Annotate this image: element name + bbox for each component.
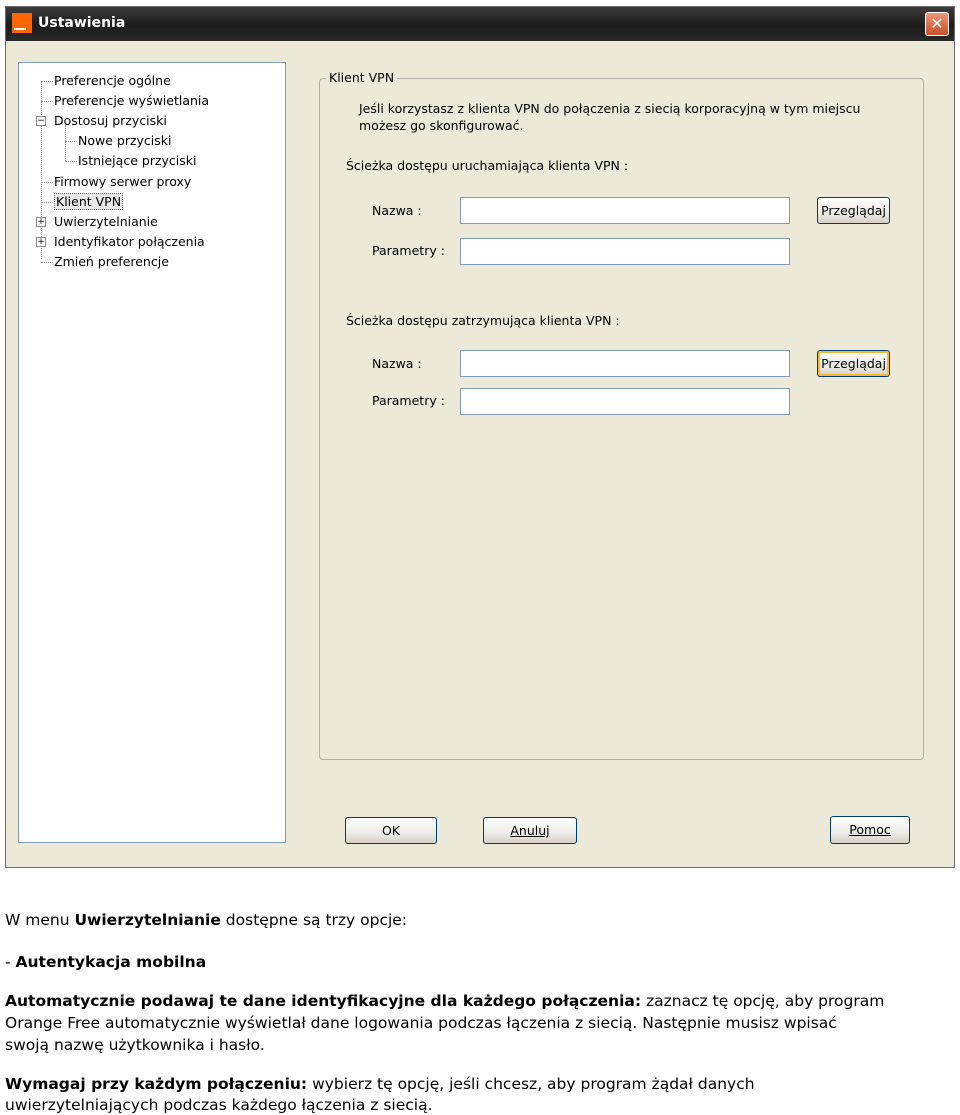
start-params-label: Parametry : bbox=[372, 243, 445, 258]
tree-item-dostosuj-przyciski[interactable] bbox=[54, 113, 167, 128]
settings-tree[interactable] bbox=[18, 62, 286, 843]
collapse-icon[interactable]: − bbox=[37, 116, 45, 126]
vpn-description-line2: możesz go skonfigurować. bbox=[359, 118, 524, 133]
tree-item-label: Dostosuj przyciski bbox=[54, 113, 167, 128]
tree-item-label: Uwierzytelnianie bbox=[54, 214, 158, 229]
stop-params-input[interactable] bbox=[460, 388, 790, 415]
stop-name-input[interactable] bbox=[460, 350, 790, 377]
stop-browse-button[interactable]: Przeglądaj bbox=[817, 350, 890, 377]
vpn-groupbox-legend: Klient VPN bbox=[326, 70, 397, 85]
doc-paragraph-auto-line1 bbox=[5, 992, 884, 1010]
start-browse-button[interactable]: Przeglądaj bbox=[817, 197, 890, 224]
tree-connector bbox=[65, 161, 77, 162]
doc-text: zaznacz tę opcję, aby program bbox=[641, 992, 885, 1010]
doc-bold-text: Automatycznie podawaj te dane identyfikacyjne dla każdego połączenia: bbox=[5, 992, 642, 1010]
start-path-heading: Ścieżka dostępu uruchamiająca klienta VPN : bbox=[346, 158, 629, 173]
tree-item-label: Zmień preferencje bbox=[54, 254, 169, 269]
doc-paragraph-auto-line3: swoją nazwę użytkownika i hasło. bbox=[5, 1036, 265, 1054]
doc-text: W menu bbox=[5, 911, 75, 929]
tree-connector bbox=[41, 262, 53, 263]
tree-connector bbox=[41, 81, 53, 82]
stop-name-label: Nazwa : bbox=[372, 356, 422, 371]
orange-logo-icon bbox=[12, 13, 32, 33]
tree-connector bbox=[65, 141, 77, 142]
doc-paragraph-menu bbox=[5, 911, 407, 929]
tree-connector bbox=[41, 81, 42, 259]
window-title: Ustawienia bbox=[38, 15, 126, 31]
tree-item-zmien-preferencje[interactable] bbox=[54, 254, 169, 269]
close-button[interactable]: ✕ bbox=[925, 12, 949, 36]
tree-connector bbox=[41, 202, 53, 203]
doc-option-heading bbox=[5, 953, 206, 971]
tree-item-label: Preferencje wyświetlania bbox=[54, 93, 210, 108]
help-button[interactable]: Pomoc bbox=[830, 816, 910, 844]
doc-text: wybierz tę opcję, jeśli chcesz, aby program żądał danych bbox=[307, 1075, 755, 1093]
tree-item-identyfikator-polaczenia[interactable] bbox=[54, 234, 205, 249]
doc-paragraph-auto-line2: Orange Free automatycznie wyświetlał dane logowania podczas łączenia z siecią. Następnie musisz wpisać bbox=[5, 1014, 837, 1032]
doc-paragraph-require-line2: uwierzytelniających podczas każdego łączenia z siecią. bbox=[5, 1096, 433, 1114]
expand-icon[interactable]: + bbox=[37, 217, 45, 227]
vpn-description-line1: Jeśli korzystasz z klienta VPN do połączenia z siecią korporacyjną w tym miejscu bbox=[359, 101, 861, 116]
tree-item-label: Firmowy serwer proxy bbox=[54, 174, 192, 189]
tree-connector bbox=[41, 182, 53, 183]
tree-item-klient-vpn[interactable] bbox=[54, 194, 123, 209]
tree-connector bbox=[41, 101, 53, 102]
ok-button[interactable]: OK bbox=[345, 817, 437, 844]
doc-paragraph-require-line1 bbox=[5, 1075, 755, 1093]
doc-bold-text: Wymagaj przy każdym połączeniu: bbox=[5, 1075, 308, 1093]
tree-item-label: Preferencje ogólne bbox=[54, 73, 171, 88]
start-name-label: Nazwa : bbox=[372, 203, 422, 218]
start-params-input[interactable] bbox=[460, 238, 790, 265]
tree-item-preferencje-wyswietlania[interactable] bbox=[54, 93, 209, 108]
doc-bold-text: Autentykacja mobilna bbox=[15, 953, 207, 971]
doc-text: dostępne są trzy opcje: bbox=[220, 911, 408, 929]
expand-icon[interactable]: + bbox=[37, 237, 45, 247]
tree-item-uwierzytelnianie[interactable] bbox=[54, 214, 158, 229]
doc-bold-text: Uwierzytelnianie bbox=[74, 911, 221, 929]
tree-connector bbox=[65, 125, 66, 161]
stop-path-heading: Ścieżka dostępu zatrzymująca klienta VPN : bbox=[346, 313, 620, 328]
tree-item-nowe-przyciski[interactable] bbox=[78, 133, 172, 148]
tree-item-label: Istniejące przyciski bbox=[78, 153, 197, 168]
doc-text: - bbox=[5, 953, 16, 971]
tree-item-istniejace-przyciski[interactable] bbox=[78, 153, 196, 168]
tree-item-label: Identyfikator połączenia bbox=[54, 234, 205, 249]
stop-params-label: Parametry : bbox=[372, 393, 445, 408]
tree-item-preferencje-ogolne[interactable] bbox=[54, 73, 171, 88]
cancel-button[interactable]: Anuluj bbox=[483, 817, 577, 844]
start-name-input[interactable] bbox=[460, 197, 790, 224]
tree-item-firmowy-serwer-proxy[interactable] bbox=[54, 174, 191, 189]
tree-item-label: Klient VPN bbox=[56, 194, 122, 209]
vpn-groupbox bbox=[319, 78, 924, 760]
title-bar[interactable] bbox=[6, 7, 954, 41]
tree-item-label: Nowe przyciski bbox=[78, 133, 172, 148]
